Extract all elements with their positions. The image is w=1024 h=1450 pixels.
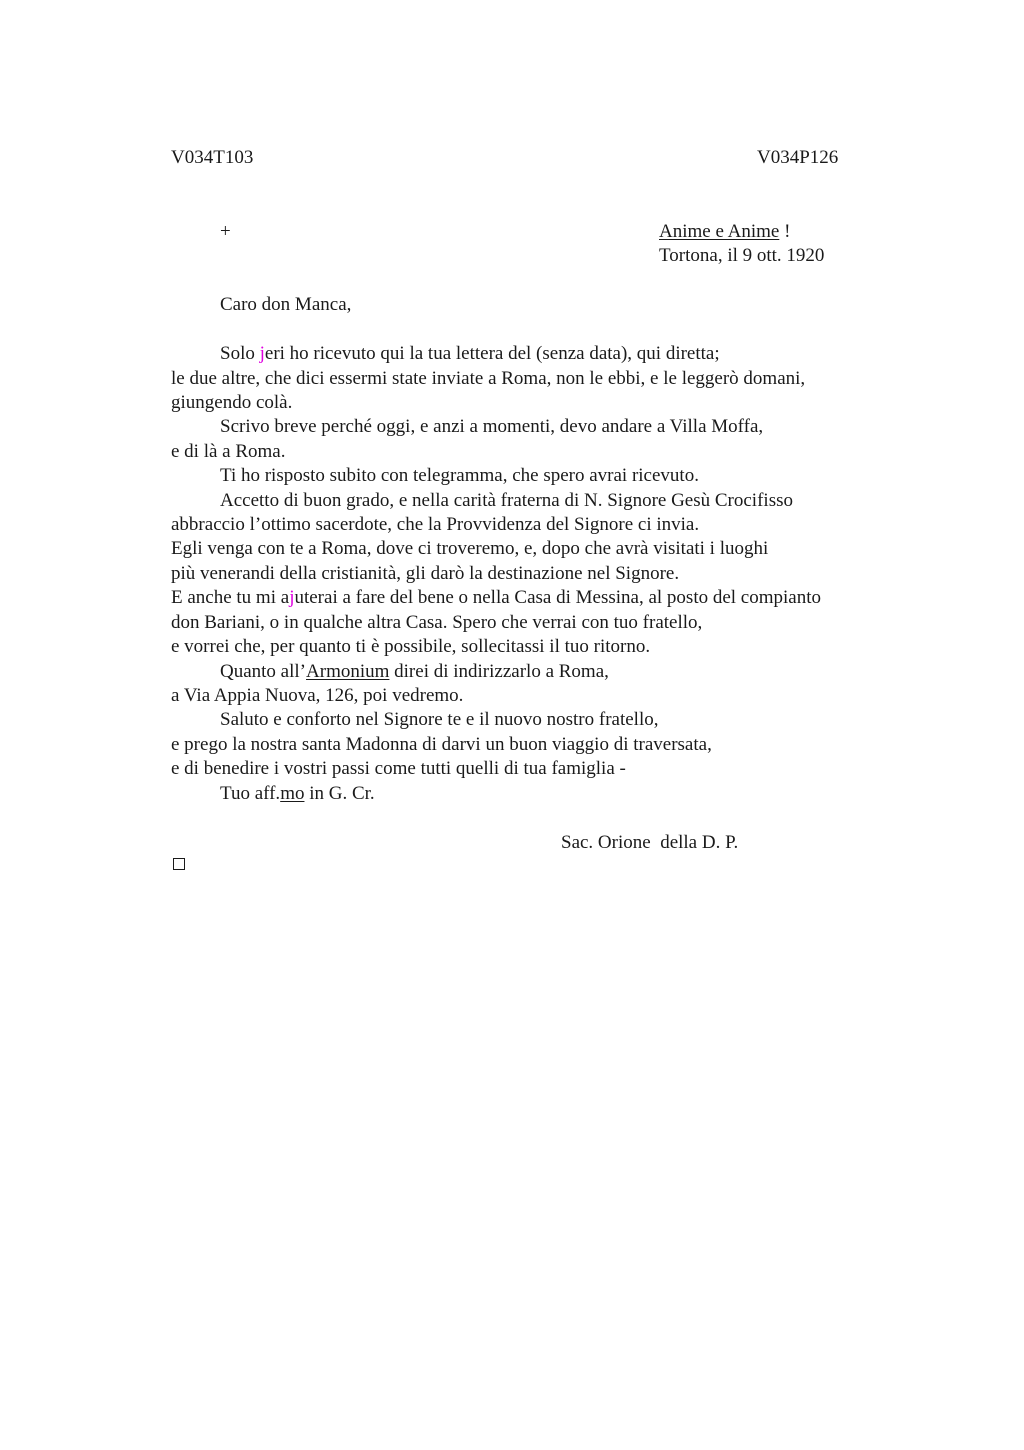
body-line: più venerandi della cristianità, gli darò la destinazione nel Signore. bbox=[171, 563, 680, 584]
body-line: Solo jeri ho ricevuto qui la tua lettera del (senza data), qui diretta; bbox=[220, 343, 720, 364]
body-line: giungendo colà. bbox=[171, 392, 293, 413]
highlighted-letter: j bbox=[259, 343, 265, 364]
signature: Sac. Orione della D. P. bbox=[561, 832, 739, 853]
document-code-right: V034P126 bbox=[757, 147, 839, 168]
body-line: e di benedire i vostri passi come tutti quelli di tua famiglia - bbox=[171, 758, 626, 779]
body-line: e prego la nostra santa Madonna di darvi un buon viaggio di traversata, bbox=[171, 734, 712, 755]
body-line: Egli venga con te a Roma, dove ci troveremo, e, dopo che avrà visitati i luoghi bbox=[171, 538, 769, 559]
body-line: Quanto all’Armonium direi di indirizzarlo a Roma, bbox=[220, 661, 609, 682]
body-line: Saluto e conforto nel Signore te e il nuovo nostro fratello, bbox=[220, 709, 659, 730]
document-code-left: V034T103 bbox=[171, 147, 254, 168]
body-line: e vorrei che, per quanto ti è possibile, sollecitassi il tuo ritorno. bbox=[171, 636, 651, 657]
body-line: E anche tu mi ajuterai a fare del bene o nella Casa di Messina, al posto del compianto bbox=[171, 587, 822, 608]
body-line: Ti ho risposto subito con telegramma, che spero avrai ricevuto. bbox=[220, 465, 699, 486]
body-line: e di là a Roma. bbox=[171, 441, 286, 462]
empty-square-icon bbox=[173, 858, 185, 870]
motto-text: Anime e Anime bbox=[659, 221, 780, 242]
body-line: a Via Appia Nuova, 126, poi vedremo. bbox=[171, 685, 464, 706]
highlighted-letter: j bbox=[289, 587, 295, 608]
cross-mark: + bbox=[220, 221, 231, 242]
closing: Tuo aff.mo in G. Cr. bbox=[220, 783, 375, 804]
body-line: le due altre, che dici essermi state inviate a Roma, non le ebbi, e le leggerò domani, bbox=[171, 368, 806, 389]
underlined-abbrev: mo bbox=[280, 783, 305, 804]
salutation: Caro don Manca, bbox=[220, 294, 352, 315]
body-line: Accetto di buon grado, e nella carità fraterna di N. Signore Gesù Crocifisso bbox=[220, 490, 793, 511]
place-date: Tortona, il 9 ott. 1920 bbox=[659, 245, 825, 266]
body-line: abbraccio l’ottimo sacerdote, che la Provvidenza del Signore ci invia. bbox=[171, 514, 700, 535]
body-line: Scrivo breve perché oggi, e anzi a momenti, devo andare a Villa Moffa, bbox=[220, 416, 764, 437]
motto-suffix: ! bbox=[779, 221, 791, 242]
motto bbox=[659, 220, 790, 244]
body-line: don Bariani, o in qualche altra Casa. Spero che verrai con tuo fratello, bbox=[171, 612, 703, 633]
underlined-word: Armonium bbox=[306, 661, 390, 682]
